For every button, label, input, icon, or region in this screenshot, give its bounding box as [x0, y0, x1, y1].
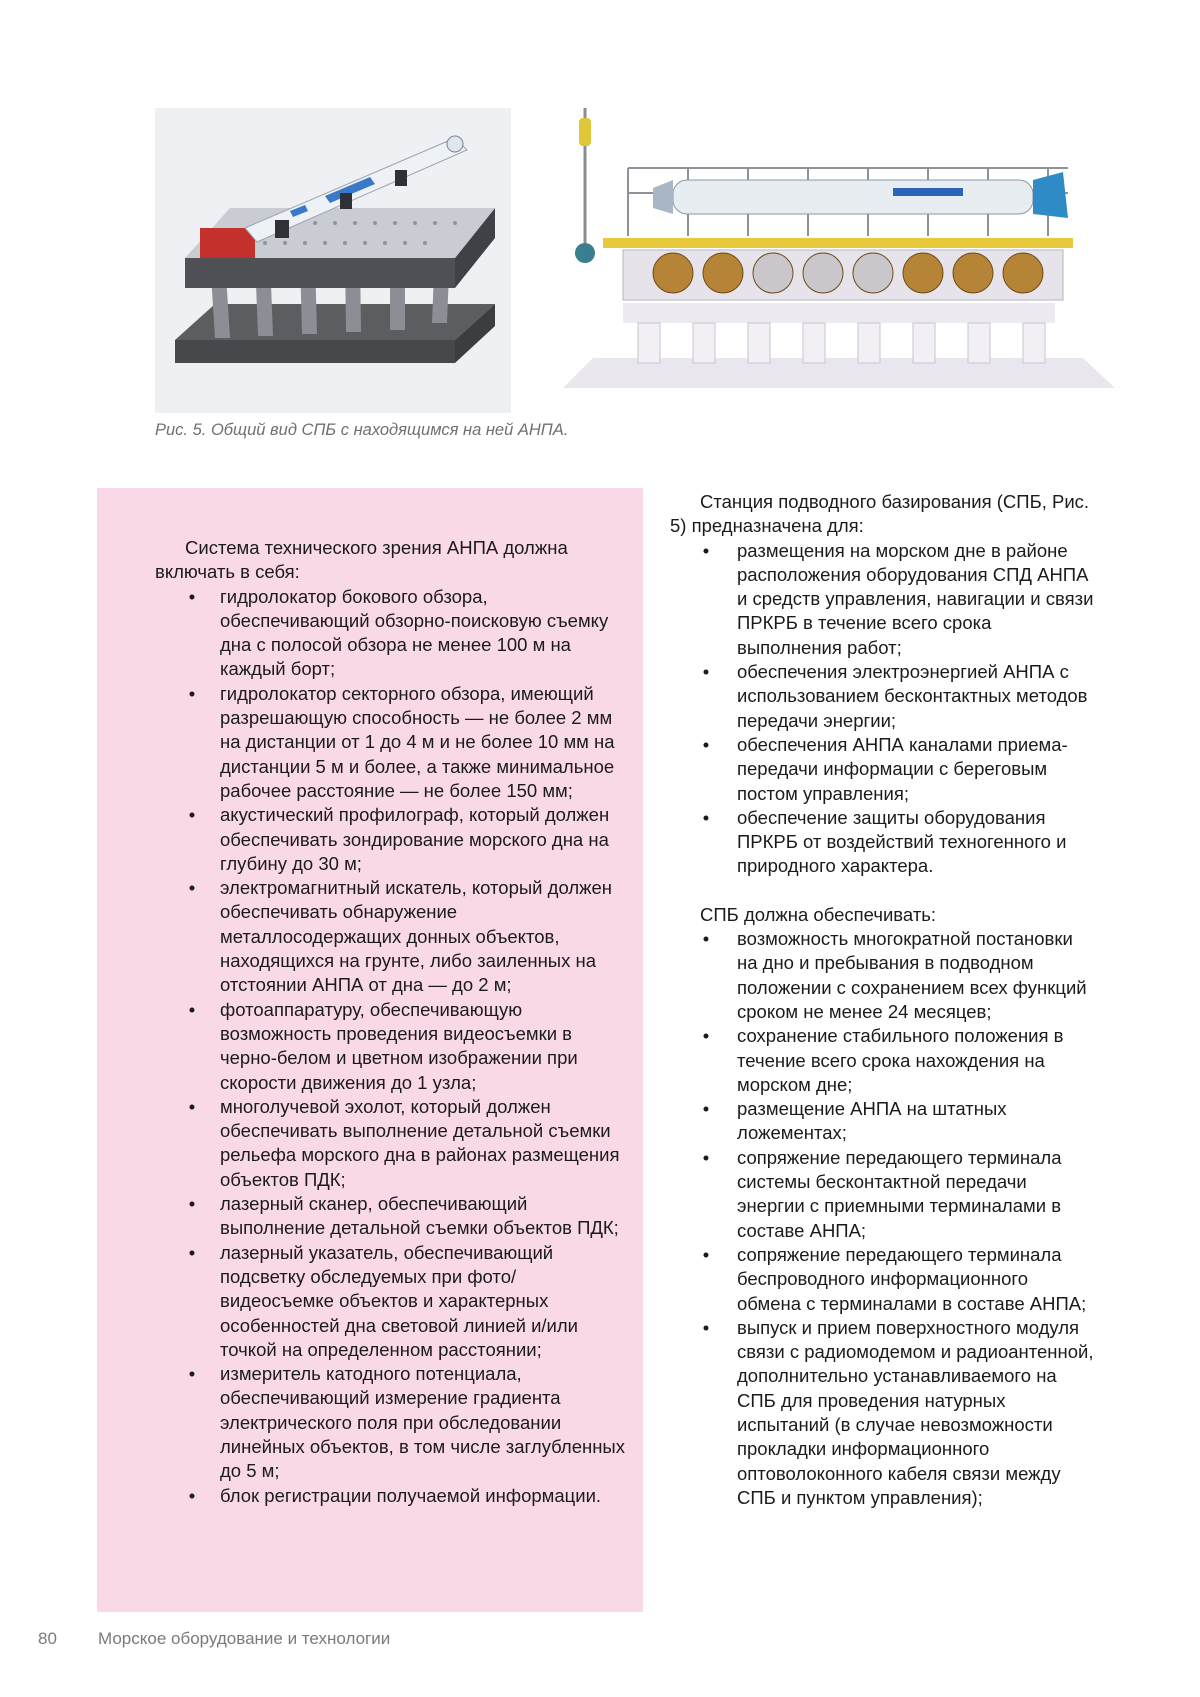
list-item: • обеспечения электроэнергией АНПА с использованием бесконтактных методов передачи энергии;	[670, 660, 1095, 733]
list-item: • многолучевой эхолот, который должен обеспечивать выполнение детальной съемки рельефа морского дна в районах размещения объектов ПДК;	[155, 1095, 625, 1192]
station-purpose-list	[670, 539, 1095, 879]
left-intro: Система технического зрения АНПА должна включать в себя:	[155, 537, 568, 583]
bullet-icon: •	[188, 1241, 196, 1263]
list-item: • фотоаппаратуру, обеспечивающую возможность проведения видеосъемки в черно-белом и цветном изображении при скорости движения до 1 узла;	[155, 998, 625, 1095]
bullet-icon: •	[188, 585, 196, 607]
list-item: • лазерный указатель, обеспечивающий подсветку обследуемых при фото/видеосъемке объектов и характерных особенностей дна световой линией и/или точкой на определенном расстоянии;	[155, 1241, 625, 1362]
right-intro-2: СПБ должна обеспечивать:	[700, 903, 937, 925]
page-footer	[38, 1629, 390, 1649]
bullet-icon: •	[702, 1146, 710, 1168]
list-item: • размещение АНПА на штатных ложементах;	[670, 1097, 1095, 1146]
bullet-icon: •	[188, 1484, 196, 1506]
paragraph-gap	[670, 879, 1095, 903]
bullet-icon: •	[702, 928, 710, 950]
bullet-icon: •	[702, 1243, 710, 1265]
list-item: • блок регистрации получаемой информации.	[155, 1484, 625, 1508]
figure	[155, 108, 1115, 413]
list-item: • размещения на морском дне в районе расположения оборудования СПД АНПА и средств управления, навигации и связи ПРКРБ в течение всего срока выполнения работ;	[670, 539, 1095, 660]
station-render-side-svg	[563, 108, 1115, 413]
list-item: • гидролокатор секторного обзора, имеющий разрешающую способность — не более 2 мм на дистанции от 1 до 4 м и не более 10 мм на дистанции 5 м и более, а также минимальное рабочее расстояние — не более 150 мм;	[155, 682, 625, 803]
bullet-icon: •	[702, 1025, 710, 1047]
figure-caption: Рис. 5. Общий вид СПБ с находящимся на ней АНПА.	[155, 421, 569, 439]
list-item: • выпуск и прием поверхностного модуля связи с радиомодемом и радиоантенной, дополнительно устанавливаемого на СПБ для проведения натурных испытаний (в случае невозможности прокладки информационного оптоволоконного кабеля связи между СПБ и пунктом управления);	[670, 1316, 1095, 1510]
list-item: • обеспечение защиты оборудования ПРКРБ от воздействий техногенного и природного характера.	[670, 806, 1095, 879]
list-item: • сопряжение передающего терминала системы бесконтактной передачи энергии с приемными терминалами в составе АНПА;	[670, 1146, 1095, 1243]
bullet-icon: •	[702, 1098, 710, 1120]
bullet-icon: •	[188, 998, 196, 1020]
list-item: • сопряжение передающего терминала беспроводного информационного обмена с терминалами в составе АНПА;	[670, 1243, 1095, 1316]
bullet-icon: •	[702, 1316, 710, 1338]
list-item: • электромагнитный искатель, который должен обеспечивать обнаружение металлосодержащих донных объектов, находящихся на грунте, либо заиленных на отстоянии АНПА от дна — до 2 м;	[155, 876, 625, 997]
list-item: • сохранение стабильного положения в течение всего срока нахождения на морском дне;	[670, 1024, 1095, 1097]
bullet-icon: •	[188, 1363, 196, 1385]
station-requirements-list	[670, 927, 1095, 1510]
station-render-3d-svg	[155, 108, 511, 413]
list-item: • обеспечения АНПА каналами приема-передачи информации с береговым постом управления;	[670, 733, 1095, 806]
list-item: • акустический профилограф, который должен обеспечивать зондирование морского дна на глубину до 30 м;	[155, 803, 625, 876]
list-item: • гидролокатор бокового обзора, обеспечивающий обзорно-поисковую съемку дна с полосой обзора не менее 100 м на каждый борт;	[155, 585, 625, 682]
bullet-icon: •	[188, 1095, 196, 1117]
bullet-icon: •	[702, 733, 710, 755]
bullet-icon: •	[702, 539, 710, 561]
left-column	[155, 536, 625, 1508]
right-column	[670, 490, 1095, 1510]
station-render-3d-image	[155, 108, 511, 413]
page-number: 80	[38, 1629, 57, 1648]
right-intro: Станция подводного базирования (СПБ, Рис. 5) предназначена для:	[670, 491, 1090, 537]
bullet-icon: •	[702, 661, 710, 683]
bullet-icon: •	[188, 877, 196, 899]
list-item: • измеритель катодного потенциала, обеспечивающий измерение градиента электрического поля при обследовании линейных объектов, в том числе заглубленных до 5 м;	[155, 1362, 625, 1483]
bullet-icon: •	[188, 1193, 196, 1215]
vision-system-list	[155, 585, 625, 1508]
station-render-side-image	[563, 108, 1115, 413]
list-item: • возможность многократной постановки на дно и пребывания в подводном положении с сохранением всех функций сроком не менее 24 месяцев;	[670, 927, 1095, 1024]
bullet-icon: •	[702, 806, 710, 828]
list-item: • лазерный сканер, обеспечивающий выполнение детальной съемки объектов ПДК;	[155, 1192, 625, 1241]
bullet-icon: •	[188, 682, 196, 704]
journal-title: Морское оборудование и технологии	[98, 1629, 391, 1648]
bullet-icon: •	[188, 804, 196, 826]
